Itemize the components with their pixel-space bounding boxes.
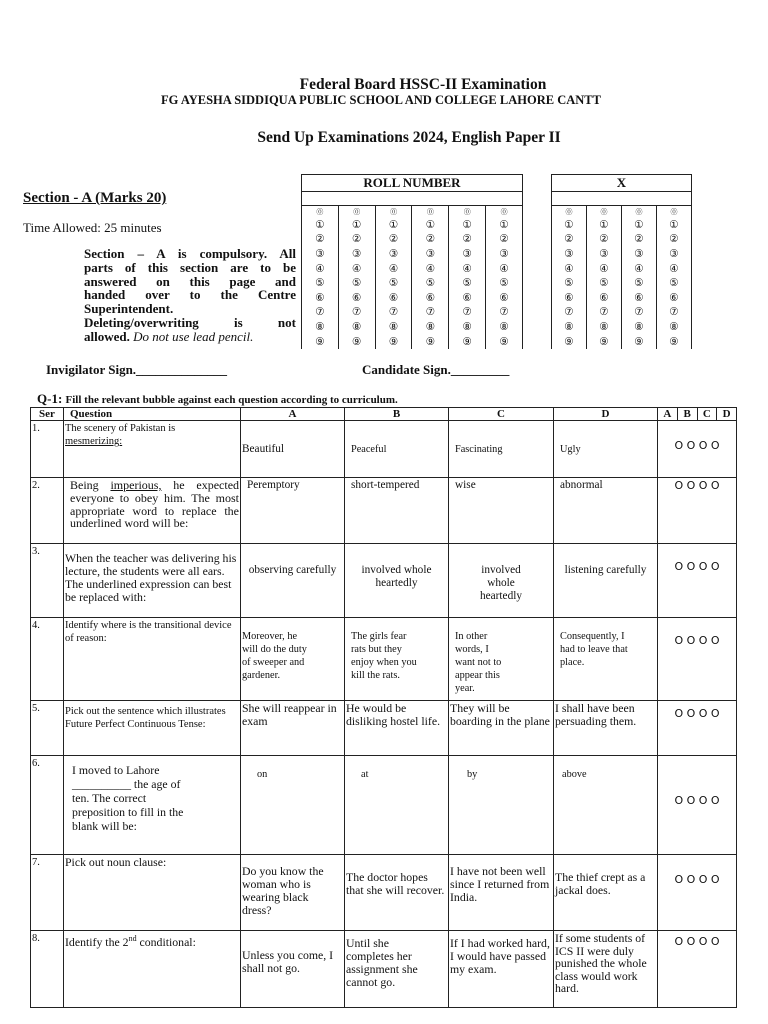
digit-bubble[interactable]: ①	[587, 218, 622, 233]
instructions-line: Superintendent.	[84, 301, 174, 317]
option-d: Ugly	[554, 421, 658, 478]
x-entry[interactable]	[552, 192, 692, 206]
digit-bubble[interactable]: ②	[449, 232, 486, 247]
row-serial: 5.	[31, 701, 64, 756]
row-question: Pick out the sentence which illustrates Future Perfect Continuous Tense:	[64, 701, 241, 756]
digit-bubble[interactable]: ⑨	[657, 334, 692, 349]
digit-bubble[interactable]: ⑧	[375, 320, 412, 335]
digit-bubble[interactable]: ⑨	[486, 334, 523, 349]
digit-bubble[interactable]: ⑧	[622, 320, 657, 335]
section-instructions	[84, 247, 296, 344]
option-c: involved whole heartedly	[449, 544, 554, 618]
digit-bubble[interactable]: ①	[552, 218, 587, 233]
digit-bubble[interactable]: ⑦	[449, 305, 486, 320]
digit-bubble[interactable]: ④	[302, 261, 339, 276]
roll-number-label: ROLL NUMBER	[302, 175, 523, 192]
instructions-line: answered on this page and	[84, 273, 296, 289]
digit-bubble[interactable]: ⑤	[449, 276, 486, 291]
digit-bubble[interactable]: ③	[657, 247, 692, 262]
digit-bubble[interactable]: ①	[338, 218, 375, 233]
option-d: abnormal	[554, 478, 658, 544]
table-row	[31, 421, 737, 478]
question-sup: nd	[128, 934, 137, 943]
digit-bubble[interactable]: ⑥	[622, 290, 657, 305]
option-a: observing carefully	[241, 544, 345, 618]
digit-bubble[interactable]: ⑥	[486, 290, 523, 305]
option-c: I have not been well since I returned from India.	[449, 855, 554, 931]
option-d: above	[554, 756, 658, 855]
bubble-head-c: C	[698, 408, 718, 420]
col-question: Question	[64, 408, 241, 421]
q1-heading	[37, 391, 398, 407]
zero-bubble[interactable]: ⓪	[449, 206, 486, 218]
digit-bubble[interactable]: ④	[338, 261, 375, 276]
digit-bubble[interactable]: ①	[449, 218, 486, 233]
board-title: Federal Board HSSC-II Examination	[299, 76, 547, 93]
digit-bubble[interactable]: ⑦	[552, 305, 587, 320]
digit-bubble[interactable]: ①	[412, 218, 449, 233]
table-header-row	[31, 408, 737, 421]
table-row	[31, 756, 737, 855]
col-c: C	[449, 408, 554, 421]
digit-bubble[interactable]: ③	[302, 247, 339, 262]
question-text: he expected everyone to obey him. The most appropriate word to replace the underlined word will be:	[70, 478, 240, 531]
digit-bubble[interactable]: ⑦	[375, 305, 412, 320]
table-row	[31, 701, 737, 756]
digit-bubble[interactable]: ①	[302, 218, 339, 233]
question-line: blank will be:	[72, 819, 137, 833]
invigilator-sign: Invigilator Sign.______________	[46, 362, 228, 377]
digit-bubble[interactable]: ②	[375, 232, 412, 247]
col-d: D	[554, 408, 658, 421]
zero-bubble[interactable]: ⓪	[587, 206, 622, 218]
digit-bubble[interactable]: ⑥	[412, 290, 449, 305]
instructions-line: parts of this section are to be	[84, 259, 296, 275]
question-table	[30, 407, 737, 1008]
row-question	[64, 756, 241, 855]
digit-bubble[interactable]: ④	[552, 261, 587, 276]
option-c: They will be boarding in the plane	[449, 701, 554, 756]
col-bubbles	[658, 408, 737, 421]
row-question: When the teacher was delivering his lecture, the students were all ears. The underlined expression can best be replaced with:	[64, 544, 241, 618]
option-b: short-tempered	[345, 478, 449, 544]
option-d: Consequently, I had to leave that place.	[554, 618, 658, 701]
digit-bubble[interactable]: ⑦	[587, 305, 622, 320]
row-question: Pick out noun clause:	[64, 855, 241, 931]
digit-bubble[interactable]: ⑧	[302, 320, 339, 335]
answer-bubbles[interactable]: O O O O	[658, 701, 737, 756]
digit-bubble[interactable]: ⑥	[552, 290, 587, 305]
digit-bubble[interactable]: ⑦	[338, 305, 375, 320]
digit-bubble[interactable]: ⑦	[622, 305, 657, 320]
row-serial: 6.	[31, 756, 64, 855]
digit-bubble[interactable]: ①	[486, 218, 523, 233]
question-line: I moved to Lahore	[72, 763, 160, 777]
digit-bubble[interactable]: ③	[338, 247, 375, 262]
zero-bubble[interactable]: ⓪	[302, 206, 339, 218]
digit-bubble[interactable]: ③	[486, 247, 523, 262]
row-serial: 8.	[31, 931, 64, 1008]
digit-bubble[interactable]: ③	[412, 247, 449, 262]
digit-bubble[interactable]: ⑦	[412, 305, 449, 320]
option-c: by	[449, 756, 554, 855]
school-name: FG AYESHA SIDDIQUA PUBLIC SCHOOL AND COLLEGE LAHORE CANTT	[161, 93, 601, 107]
candidate-sign: Candidate Sign._________	[362, 362, 510, 377]
time-allowed: Time Allowed: 25 minutes	[23, 220, 162, 235]
option-a: on	[241, 756, 345, 855]
answer-bubbles[interactable]: O O O O	[658, 855, 737, 931]
digit-bubble[interactable]: ⑤	[338, 276, 375, 291]
digit-bubble[interactable]: ⑧	[449, 320, 486, 335]
row-serial: 3.	[31, 544, 64, 618]
option-a: Moreover, he will do the duty of sweeper and gardener.	[241, 618, 345, 701]
option-b: Peaceful	[345, 421, 449, 478]
answer-bubbles[interactable]: O O O O	[658, 931, 737, 1008]
answer-bubbles[interactable]: O O O O	[658, 544, 737, 618]
instructions-pencil: Do not use lead pencil.	[133, 328, 254, 344]
answer-bubbles[interactable]: O O O O	[658, 421, 737, 478]
bubble-head-a: A	[658, 408, 678, 420]
digit-bubble[interactable]: ⑤	[587, 276, 622, 291]
row-question	[64, 421, 241, 478]
digit-bubble[interactable]: ②	[486, 232, 523, 247]
digit-bubble[interactable]: ⑥	[657, 290, 692, 305]
digit-bubble[interactable]: ⑤	[302, 276, 339, 291]
zero-bubble[interactable]: ⓪	[486, 206, 523, 218]
digit-bubble[interactable]: ③	[552, 247, 587, 262]
answer-bubbles[interactable]: O O O O	[658, 756, 737, 855]
zero-bubble[interactable]: ⓪	[412, 206, 449, 218]
x-grid	[551, 174, 692, 349]
zero-bubble[interactable]: ⓪	[657, 206, 692, 218]
digit-bubble[interactable]: ⑥	[338, 290, 375, 305]
digit-bubble[interactable]: ⑨	[449, 334, 486, 349]
option-d: The thief crept as a jackal does.	[554, 855, 658, 931]
digit-bubble[interactable]: ⑤	[486, 276, 523, 291]
option-c: wise	[449, 478, 554, 544]
digit-bubble[interactable]: ④	[375, 261, 412, 276]
question-text: Being	[70, 478, 99, 492]
question-line: ten. The correct	[72, 791, 147, 805]
zero-bubble[interactable]: ⓪	[338, 206, 375, 218]
row-serial: 4.	[31, 618, 64, 701]
digit-bubble[interactable]: ③	[375, 247, 412, 262]
option-a: Beautiful	[241, 421, 345, 478]
option-a: Unless you come, I shall not go.	[241, 931, 345, 1008]
question-text: Identify the 2	[65, 934, 129, 949]
q1-instruction: Fill the relevant bubble against each question according to curriculum.	[65, 394, 398, 406]
option-b: involved whole heartedly	[345, 544, 449, 618]
digit-bubble[interactable]: ⑧	[657, 320, 692, 335]
table-row	[31, 544, 737, 618]
digit-bubble[interactable]: ⑤	[552, 276, 587, 291]
digit-bubble[interactable]: ⑥	[302, 290, 339, 305]
digit-bubble[interactable]: ⑤	[412, 276, 449, 291]
zero-bubble[interactable]: ⓪	[375, 206, 412, 218]
bubble-head-b: B	[678, 408, 698, 420]
digit-bubble[interactable]: ②	[587, 232, 622, 247]
digit-bubble[interactable]: ③	[587, 247, 622, 262]
option-d: listening carefully	[554, 544, 658, 618]
option-b: He would be disliking hostel life.	[345, 701, 449, 756]
digit-bubble[interactable]: ④	[622, 261, 657, 276]
bubble-head-d: D	[722, 408, 731, 420]
question-text: The scenery of Pakistan is	[65, 423, 176, 434]
row-serial: 7.	[31, 855, 64, 931]
digit-bubble[interactable]: ⑦	[657, 305, 692, 320]
digit-bubble[interactable]: ⑧	[552, 320, 587, 335]
digit-bubble[interactable]: ⑥	[375, 290, 412, 305]
digit-bubble[interactable]: ②	[412, 232, 449, 247]
section-title: Section - A (Marks 20)	[23, 190, 167, 206]
digit-bubble[interactable]: ⑨	[302, 334, 339, 349]
col-a: A	[241, 408, 345, 421]
digit-bubble[interactable]: ⑨	[375, 334, 412, 349]
instructions-line: handed over to the Centre	[84, 287, 296, 303]
digit-bubble[interactable]: ⑨	[412, 334, 449, 349]
digit-bubble[interactable]: ⑧	[587, 320, 622, 335]
digit-bubble[interactable]: ②	[338, 232, 375, 247]
table-row	[31, 478, 737, 544]
zero-bubble[interactable]: ⓪	[552, 206, 587, 218]
x-label: X	[552, 175, 692, 192]
digit-bubble[interactable]: ④	[449, 261, 486, 276]
digit-bubble[interactable]: ②	[622, 232, 657, 247]
option-c: Fascinating	[449, 421, 554, 478]
digit-bubble[interactable]: ①	[657, 218, 692, 233]
option-d: I shall have been persuading them.	[554, 701, 658, 756]
digit-bubble[interactable]: ①	[375, 218, 412, 233]
row-serial: 2.	[31, 478, 64, 544]
digit-bubble[interactable]: ⑨	[587, 334, 622, 349]
digit-bubble[interactable]: ⑤	[375, 276, 412, 291]
zero-bubble[interactable]: ⓪	[622, 206, 657, 218]
digit-bubble[interactable]: ④	[412, 261, 449, 276]
digit-bubble[interactable]: ④	[486, 261, 523, 276]
digit-bubble[interactable]: ⑨	[622, 334, 657, 349]
digit-bubble[interactable]: ⑦	[486, 305, 523, 320]
table-row	[31, 618, 737, 701]
digit-bubble[interactable]: ③	[622, 247, 657, 262]
digit-bubble[interactable]: ⑤	[622, 276, 657, 291]
question-underlined: mesmerizing:	[65, 436, 123, 447]
option-d: If some students of ICS II were duly punished the whole class would work hard.	[554, 931, 658, 1008]
option-b: The doctor hopes that she will recover.	[345, 855, 449, 931]
instructions-allowed: allowed.	[84, 328, 130, 344]
option-a: Do you know the woman who is wearing black dress?	[241, 855, 345, 931]
row-question: Identify where is the transitional device of reason:	[64, 618, 241, 701]
digit-bubble[interactable]: ⑧	[412, 320, 449, 335]
digit-bubble[interactable]: ⑥	[449, 290, 486, 305]
instructions-line	[84, 330, 296, 344]
table-row	[31, 855, 737, 931]
answer-bubbles[interactable]: O O O O	[658, 618, 737, 701]
digit-bubble[interactable]: ②	[657, 232, 692, 247]
digit-bubble[interactable]: ②	[552, 232, 587, 247]
col-b: B	[345, 408, 449, 421]
row-question	[64, 478, 241, 544]
row-serial: 1.	[31, 421, 64, 478]
question-text: conditional:	[136, 934, 196, 949]
digit-bubble[interactable]: ⑧	[486, 320, 523, 335]
option-c: If I had worked hard, I would have passed my exam.	[449, 931, 554, 1008]
option-b: The girls fear rats but they enjoy when you kill the rats.	[345, 618, 449, 701]
digit-bubble[interactable]: ①	[622, 218, 657, 233]
question-line: preposition to fill in the	[72, 805, 184, 819]
question-line: __________ the age of	[72, 777, 181, 791]
option-a: She will reappear in exam	[241, 701, 345, 756]
digit-bubble[interactable]: ⑥	[587, 290, 622, 305]
row-question	[64, 931, 241, 1008]
option-c: In other words, I want not to appear this year.	[449, 618, 554, 701]
col-ser: Ser	[31, 408, 64, 421]
digit-bubble[interactable]: ⑧	[338, 320, 375, 335]
digit-bubble[interactable]: ⑤	[657, 276, 692, 291]
question-underlined: imperious,	[110, 478, 162, 492]
table-row	[31, 931, 737, 1008]
digit-bubble[interactable]: ④	[657, 261, 692, 276]
instructions-line: Section – A is compulsory. All	[84, 246, 296, 261]
option-a: Peremptory	[241, 478, 345, 544]
exam-title: Send Up Examinations 2024, English Paper II	[257, 129, 561, 146]
instructions-line: Deleting/overwriting is not	[84, 314, 296, 330]
answer-bubbles[interactable]: O O O O	[658, 478, 737, 544]
option-b: at	[345, 756, 449, 855]
digit-bubble[interactable]: ④	[587, 261, 622, 276]
digit-bubble[interactable]: ③	[449, 247, 486, 262]
digit-bubble[interactable]: ⑦	[302, 305, 339, 320]
option-b: Until she completes her assignment she cannot go.	[345, 931, 449, 1008]
q1-label: Q-1:	[37, 391, 63, 406]
roll-number-entry[interactable]	[302, 192, 523, 206]
digit-bubble[interactable]: ⑨	[552, 334, 587, 349]
roll-number-grid	[301, 174, 523, 349]
digit-bubble[interactable]: ⑨	[338, 334, 375, 349]
digit-bubble[interactable]: ②	[302, 232, 339, 247]
